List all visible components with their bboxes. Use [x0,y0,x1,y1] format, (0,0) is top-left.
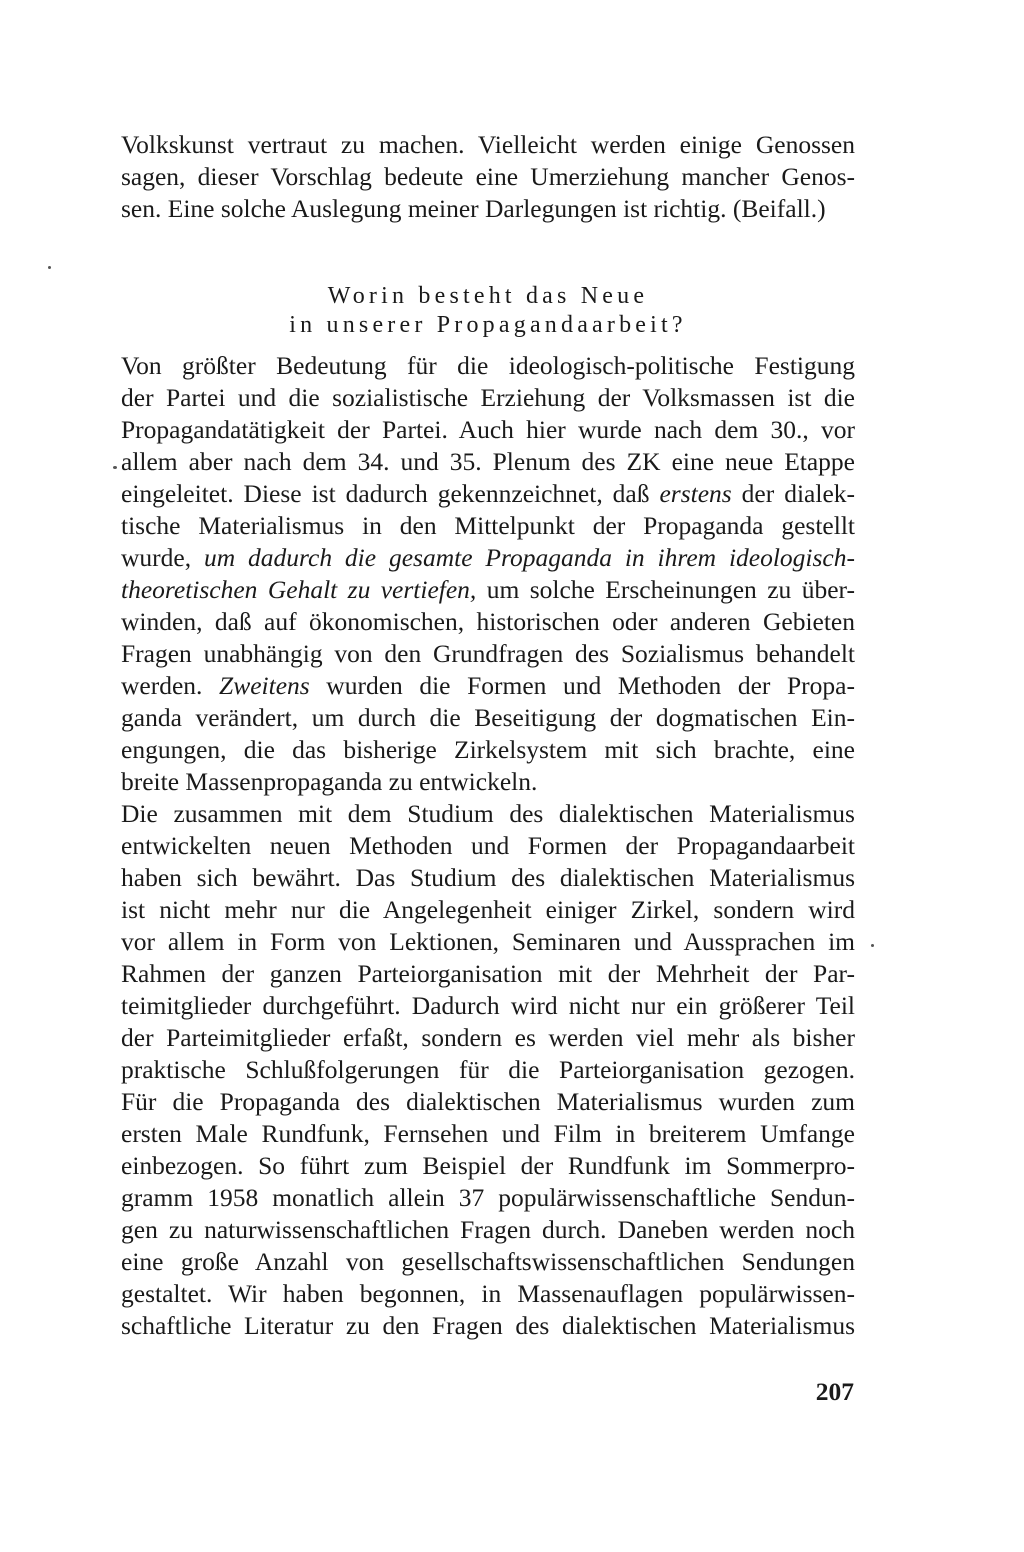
text-line: Propagandatätigkeit der Partei. Auch hier wurde nach dem 30., vor [121,415,855,444]
text-line: der Parteimitglieder erfaßt, sondern es werden viel mehr als bisher [121,1023,855,1052]
emphasis-text: erstens [659,479,732,508]
text-line: eine große Anzahl von gesellschaftswissenschaftlichen Sendungen [121,1247,855,1276]
text-line: tische Materialismus in den Mittelpunkt der Propaganda gestellt [121,511,855,540]
section-heading [121,282,855,340]
text-line: entwickelten neuen Methoden und Formen der Propagandaarbeit [121,831,855,860]
text-run: werden. [121,671,220,700]
text-line: sen. Eine solche Auslegung meiner Darlegungen ist richtig. (Beifall.) [121,194,826,223]
text-run: der dialek- [731,479,856,508]
text-line: gramm 1958 monatlich allein 37 populärwissenschaftliche Sendun- [121,1183,855,1212]
text-line: Rahmen der ganzen Parteiorganisation mit der Mehrheit der Par- [121,959,855,988]
text-run: um solche Erscheinungen zu über- [476,575,855,604]
text-line: Volkskunst vertraut zu machen. Vielleicht werden einige Genossen [121,130,855,159]
print-speck [113,466,117,469]
text-line: winden, daß auf ökonomischen, historischen oder anderen Gebieten [121,607,855,636]
emphasis-text: Zweitens [219,671,310,700]
text-line: breite Massenpropaganda zu entwickeln. [121,767,538,796]
text-line [121,670,855,702]
emphasis-text: theoretischen Gehalt zu vertiefen, [121,575,477,604]
text-line: allem aber nach dem 34. und 35. Plenum des ZK eine neue Etappe [121,447,855,476]
text-line: vor allem in Form von Lektionen, Seminaren und Aussprachen im [121,927,855,956]
opening-text-block [121,129,855,225]
page-number: 207 [815,1377,854,1406]
text-line: gen zu naturwissenschaftlichen Fragen durch. Daneben werden noch [121,1215,855,1244]
text-line [121,478,855,510]
text-line: Für die Propaganda des dialektischen Materialismus wurden zum [121,1087,855,1116]
text-line: teimitglieder durchgeführt. Dadurch wird nicht nur ein größerer Teil [121,991,855,1020]
section-heading-line-1: Worin besteht das Neue [327,283,649,309]
main-text-block [121,350,855,1342]
text-line: haben sich bewährt. Das Studium des dialektischen Materialismus [121,863,855,892]
section-heading-line-2: in unserer Propagandaarbeit? [289,312,687,338]
text-run: wurde, [121,543,204,572]
text-line: praktische Schlußfolgerungen für die Parteiorganisation gezogen. [121,1055,855,1084]
paragraph-1 [121,350,855,798]
text-line: sagen, dieser Vorschlag bedeute eine Umerziehung mancher Genos- [121,162,855,191]
text-run: wurden die Formen und Methoden der Propa- [309,671,855,700]
text-line: ist nicht mehr nur die Angelegenheit einiger Zirkel, sondern wird [121,895,855,924]
print-speck [48,266,51,269]
text-line: der Partei und die sozialistische Erziehung der Volksmassen ist die [121,383,855,412]
text-line: engungen, die das bisherige Zirkelsystem mit sich brachte, eine [121,735,855,764]
text-line: ersten Male Rundfunk, Fernsehen und Film in breiterem Umfange [121,1119,855,1148]
paragraph-2 [121,798,855,1342]
text-line [121,542,855,574]
emphasis-text: um dadurch die gesamte Propaganda in ihrem ideologisch- [203,543,855,572]
text-line: Die zusammen mit dem Studium des dialektischen Materialismus [121,799,855,828]
text-run: eingeleitet. Diese ist dadurch gekennzeichnet, daß [121,479,660,508]
text-line: ganda verändert, um durch die Beseitigung der dogmatischen Ein- [121,703,855,732]
text-line: schaftliche Literatur zu den Fragen des dialektischen Materialismus [121,1311,855,1340]
text-line: Von größter Bedeutung für die ideologisch-politische Festigung [121,351,855,380]
print-speck [871,944,874,947]
text-line [121,574,855,606]
text-line: einbezogen. So führt zum Beispiel der Rundfunk im Sommerpro- [121,1151,855,1180]
text-line: Fragen unabhängig von den Grundfragen des Sozialismus behandelt [121,639,855,668]
text-line: gestaltet. Wir haben begonnen, in Massenauflagen populärwissen- [121,1279,855,1308]
